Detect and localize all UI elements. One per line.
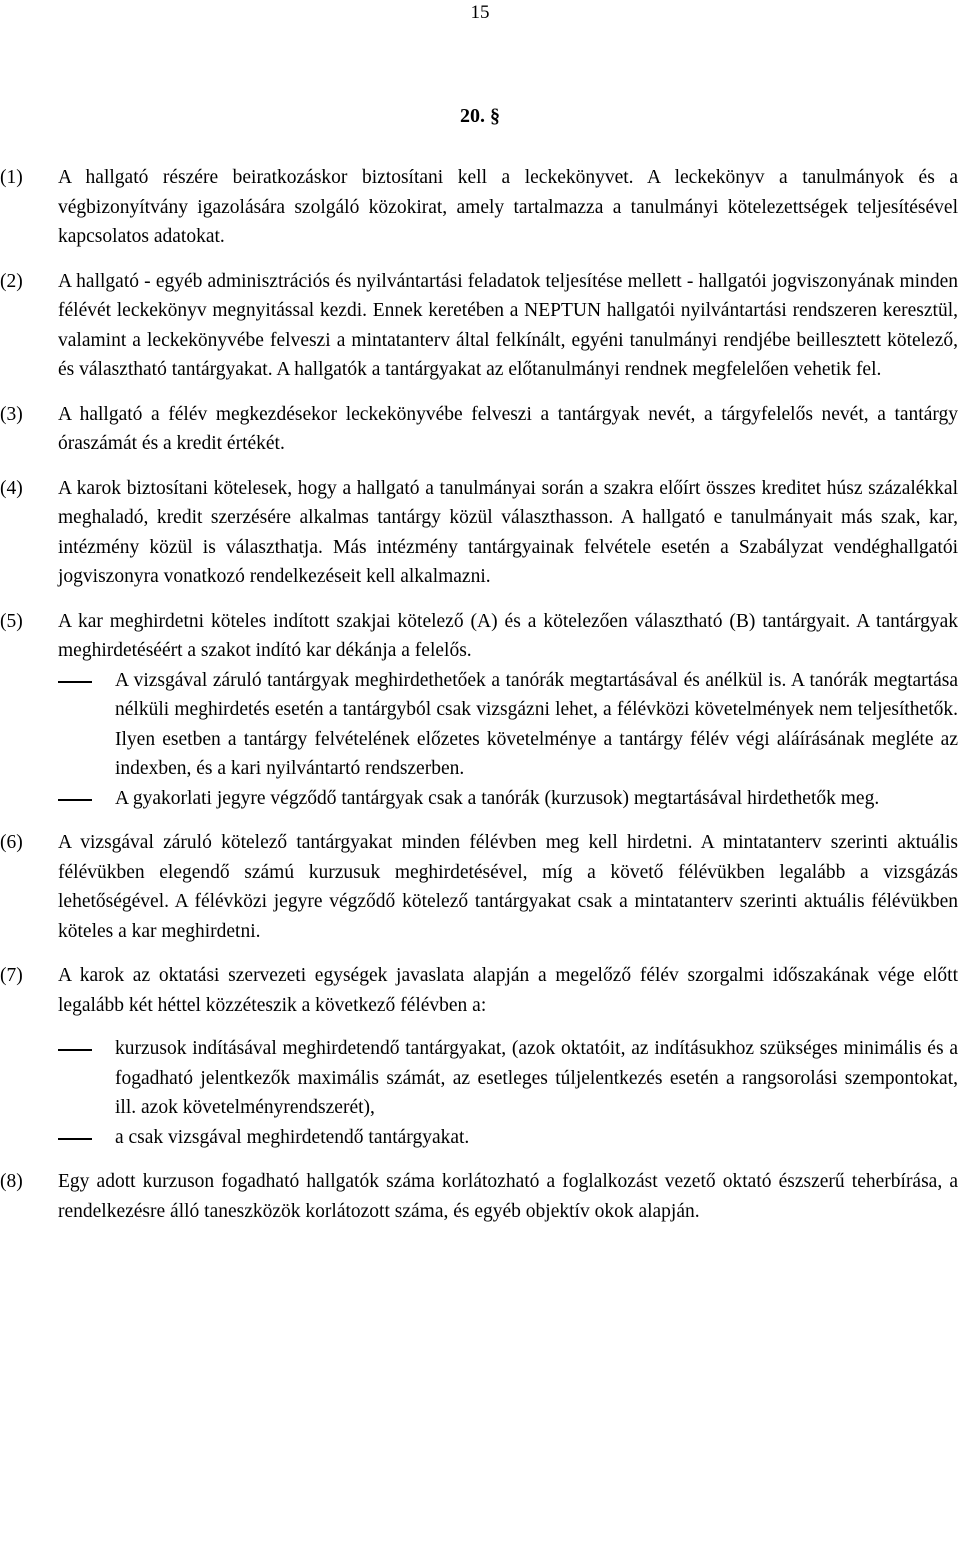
paragraph-8	[0, 1167, 958, 1226]
paragraph-3	[0, 400, 958, 459]
list-item: kurzusok indításával meghirdetendő tantárgyakat, (azok oktatóit, az indításukhoz szükséges minimális és a fogadható jelentkezők maximális számát, az esetleges túljelentkezés esetén a rangsorolási szempontokat, ill. azok követelményrendszerét),	[58, 1034, 958, 1123]
paragraph-number: (1)	[0, 167, 23, 188]
document-body	[0, 163, 958, 1241]
paragraph-number: (5)	[0, 610, 23, 632]
paragraph-5	[0, 607, 958, 814]
paragraph-number: (6)	[0, 832, 23, 853]
paragraph-text: A kar meghirdetni köteles indított szakjai kötelező (A) és a kötelezően választható (B) tantárgyait. A tantárgyak meghirdetéséért a szakot indító kar dékánja a felelős.	[58, 610, 958, 661]
paragraph-text: A karok biztosítani kötelesek, hogy a hallgató a tanulmányai során a szakra előírt összes kreditet húsz százalékkal meghaladó, kredit szerzésére alkalmas tantárgy közül választhasson. A hallgató e tanulmányait más szak, kar, intézmény közül is választhatja. Más intézmény tantárgyainak felvétele esetén a Szabályzat vendéghallgatói jogviszonyra vonatkozó rendelkezéseit kell alkalmazni.	[58, 477, 958, 587]
paragraph-2	[0, 267, 958, 385]
paragraph-number: (8)	[0, 1171, 23, 1192]
paragraph-text: A hallgató a félév megkezdésekor leckekönyvébe felveszi a tantárgyak nevét, a tárgyfelelős nevét, a tantárgy óraszámát és a kredit értékét.	[58, 403, 958, 454]
section-title: 20. §	[460, 105, 500, 127]
paragraph-1	[0, 163, 958, 252]
page-number: 15	[470, 2, 490, 23]
paragraph-text: A karok az oktatási szervezeti egységek javaslata alapján a megelőző félév szorgalmi időszakának vége előtt legalább két héttel közzéteszik a következő félévben a:	[58, 965, 958, 1016]
paragraph-number: (4)	[0, 477, 23, 499]
paragraph-text: A hallgató részére beiratkozáskor biztosítani kell a leckekönyvet. A leckekönyv a tanulmányok és a végbizonyítvány igazolására szolgáló közokirat, amely tartalmazza a tanulmányi kötelezettségek teljesítésével kapcsolatos adatokat.	[58, 167, 958, 247]
paragraph-6	[0, 828, 958, 946]
paragraph-number: (2)	[0, 270, 23, 292]
paragraph-number: (3)	[0, 403, 23, 425]
dash-list	[58, 666, 958, 814]
paragraph-text: A hallgató - egyéb adminisztrációs és nyilvántartási feladatok teljesítése mellett - hallgatói jogviszonyának minden félévét leckekönyv megnyitással kezdi. Ennek keretében a NEPTUN hallgatói nyilvántartási rendszeren keresztül, valamint a leckekönyvébe felveszi a mintatanterv által felkínált, egyéni tanulmányi rendjébe beillesztett kötelező, és választható tantárgyakat. A hallgatók a tantárgyakat az előtanulmányi rendnek megfelelően vehetik fel.	[58, 270, 958, 380]
list-item: A vizsgával záruló tantárgyak meghirdethetőek a tanórák megtartásával és anélkül is. A tanórák megtartása nélküli meghirdetés esetén a tantárgyból csak vizsgázni lehet, a félévközi követelmények nem teljesíthetők. Ilyen esetben a tantárgy felvételének előzetes követelménye a tantárgy félév végi aláírásának megléte az indexben, és a kari nyilvántartó rendszerben.	[58, 666, 958, 784]
paragraph-text: A vizsgával záruló kötelező tantárgyakat minden félévben meg kell hirdetni. A mintatanterv szerinti aktuális félévükben elegendő számú kurzusuk meghirdetésével, míg a követő félévükben legalább a vizsgázás lehetőségével. A félévközi jegyre végződő kötelező tantárgyakat csak a mintatanterv szerinti aktuális félévükben köteles a kar meghirdetni.	[58, 832, 958, 942]
paragraph-number: (7)	[0, 965, 23, 986]
list-item: a csak vizsgával meghirdetendő tantárgyakat.	[58, 1123, 958, 1153]
paragraph-7	[0, 961, 958, 1152]
dash-list	[58, 1034, 958, 1152]
list-item: A gyakorlati jegyre végződő tantárgyak csak a tanórák (kurzusok) megtartásával hirdethetők meg.	[58, 784, 958, 814]
paragraph-4	[0, 474, 958, 592]
paragraph-text: Egy adott kurzuson fogadható hallgatók száma korlátozható a foglalkozást vezető oktató észszerű teherbírása, a rendelkezésre álló taneszközök korlátozott száma, és egyéb objektív okok alapján.	[58, 1171, 958, 1222]
